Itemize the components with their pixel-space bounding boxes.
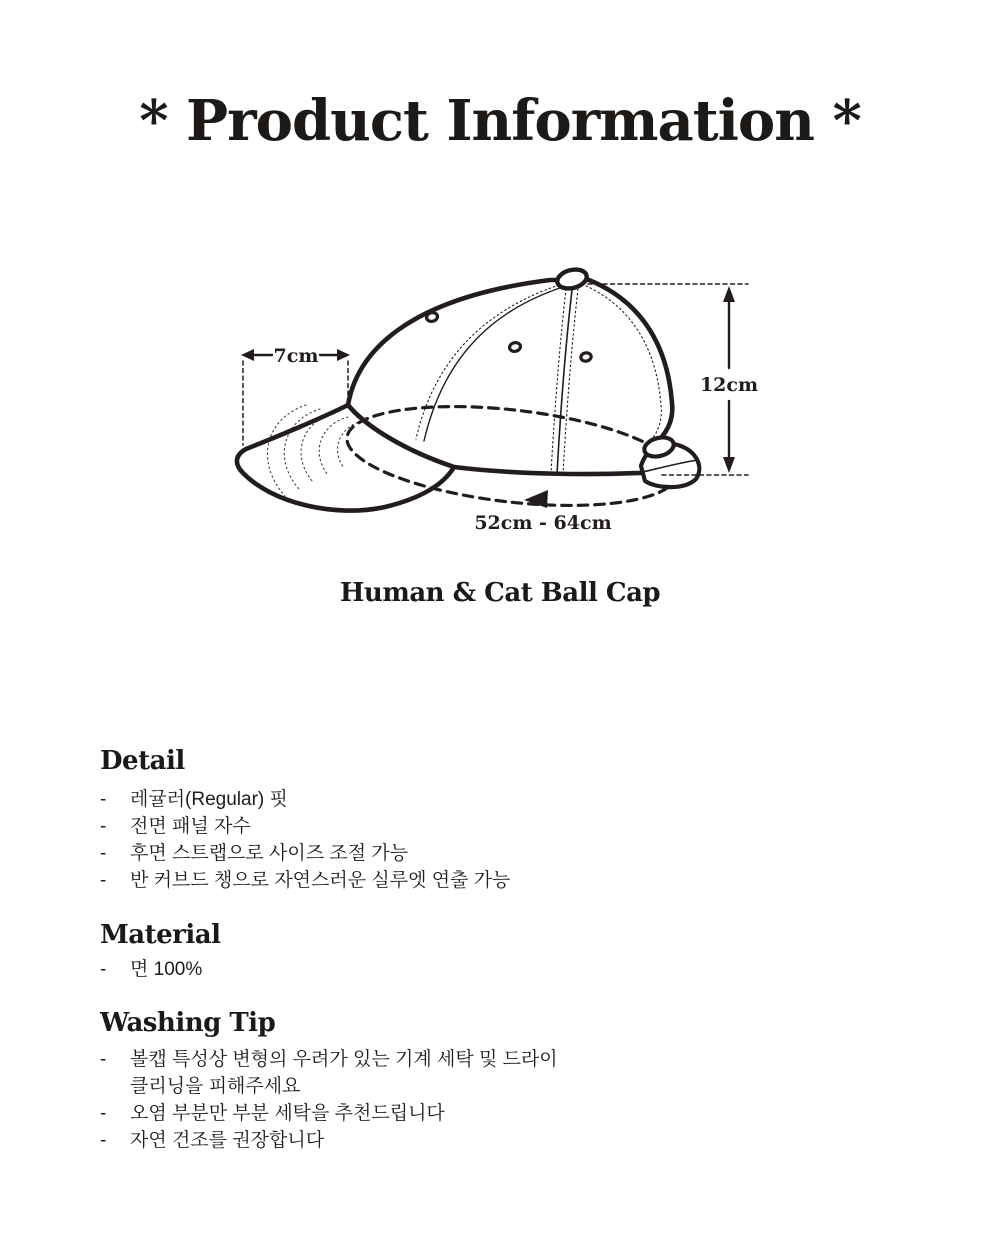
head-circumference-label: 52cm - 64cm <box>474 512 612 534</box>
bullet-dash: - <box>100 1049 107 1070</box>
washing-tip-heading: Washing Tip <box>100 1008 276 1038</box>
figure-caption: Human & Cat Ball Cap <box>339 578 661 608</box>
list-item <box>100 956 620 983</box>
cap-line-drawing-svg <box>220 255 780 555</box>
detail-item-text: 반 커브드 챙으로 자연스러운 실루엣 연출 가능 <box>130 870 511 891</box>
bullet-dash: - <box>100 816 107 837</box>
detail-item-text: 후면 스트랩으로 사이즈 조절 가능 <box>130 843 409 864</box>
washing-tip-list <box>100 1046 578 1154</box>
detail-list <box>100 786 620 894</box>
list-item <box>100 813 620 840</box>
material-list <box>100 956 620 983</box>
brim-width-label: 7cm <box>273 345 319 367</box>
bullet-dash: - <box>100 1103 107 1124</box>
washing-item-text: 자연 건조를 권장합니다 <box>130 1130 325 1151</box>
list-item <box>100 1046 578 1100</box>
cap-diagram <box>220 255 780 555</box>
bullet-dash: - <box>100 1130 107 1151</box>
washing-item-text: 오염 부분만 부분 세탁을 추천드립니다 <box>130 1103 445 1124</box>
list-item <box>100 786 620 813</box>
washing-item-text: 볼캡 특성상 변형의 우려가 있는 기계 세탁 및 드라이 클리닝을 피해주세요 <box>130 1049 558 1097</box>
page-title: * Product Information * <box>139 88 861 154</box>
material-heading: Material <box>100 920 221 950</box>
detail-item-text: 전면 패널 자수 <box>130 816 251 837</box>
bullet-dash: - <box>100 870 107 891</box>
crown-height-label: 12cm <box>699 374 759 396</box>
bullet-dash: - <box>100 843 107 864</box>
detail-item-text: 레귤러(Regular) 핏 <box>130 789 288 810</box>
list-item <box>100 1127 578 1154</box>
bullet-dash: - <box>100 959 107 980</box>
list-item <box>100 840 620 867</box>
back-strap <box>641 434 699 487</box>
bullet-dash: - <box>100 789 107 810</box>
list-item <box>100 1100 578 1127</box>
list-item <box>100 867 620 894</box>
detail-heading: Detail <box>100 746 185 776</box>
material-item-text: 면 100% <box>130 959 203 980</box>
